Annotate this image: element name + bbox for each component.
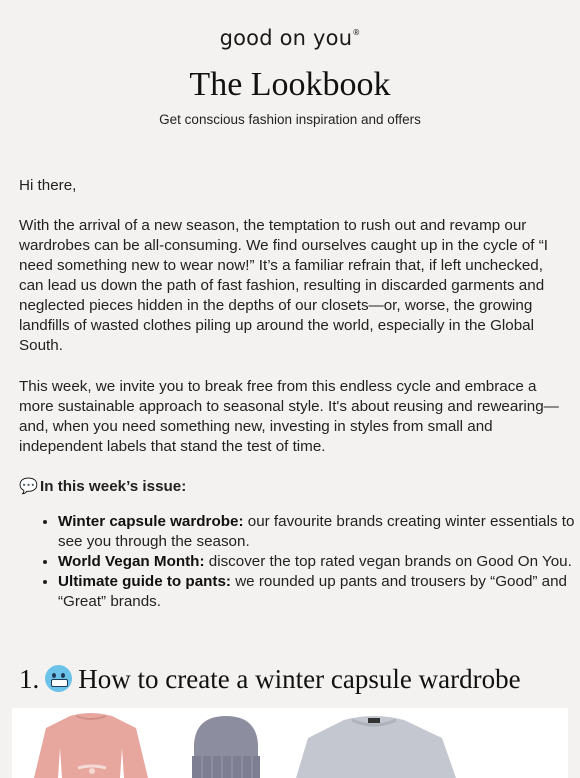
winter-capsule-image[interactable] (12, 708, 568, 778)
beanie-image (192, 716, 260, 778)
issue-heading-text: In this week’s issue: (40, 478, 187, 495)
logo-text: good on you (219, 26, 353, 50)
pink-top-image (34, 713, 148, 778)
registered-mark: ® (352, 28, 361, 37)
page-title: The Lookbook (189, 66, 391, 103)
page-subtitle: Get conscious fashion inspiration and offers (159, 112, 421, 127)
issue-item-text: our favourite brands creating winter essentials to see you through the season. (58, 513, 575, 550)
good-on-you-logo[interactable] (0, 26, 580, 50)
issue-list (39, 512, 578, 612)
issue-item-text: we rounded up pants and trousers by “Good” and “Great” brands. (58, 573, 568, 610)
intro-paragraph-2: This week, we invite you to break free from this endless cycle and embrace a more sustainable approach to seasonal style. It's about reusing and rewearing—and, when you need something new, investing in styles from small and independent labels that stand the test of time. (19, 378, 559, 455)
speech-bubble-icon: 💬 (19, 478, 38, 495)
issue-item-vegan-month[interactable] (58, 552, 578, 572)
issue-item-title: Ultimate guide to pants: (58, 573, 231, 590)
issue-item-pants-guide[interactable] (58, 572, 578, 612)
grey-sweater-image (296, 716, 456, 778)
issue-item-title: Winter capsule wardrobe: (58, 513, 244, 530)
section-title: How to create a winter capsule wardrobe (78, 664, 521, 694)
issue-item-winter-capsule[interactable] (58, 512, 578, 552)
section-heading-winter-capsule (19, 664, 521, 695)
section-number: 1. (19, 664, 40, 694)
issue-item-title: World Vegan Month: (58, 553, 205, 570)
issue-item-text: discover the top rated vegan brands on Good On You. (204, 553, 572, 570)
winter-capsule-illustration (12, 708, 568, 778)
greeting: Hi there, (19, 177, 77, 194)
intro-paragraph-1: With the arrival of a new season, the temptation to rush out and revamp our wardrobes can be all-consuming. We find ourselves caught up in the cycle of “I need something new to wear now!” It’s a familiar refrain that, if left unchecked, can lead us down the path of fast fashion, resulting in discarded garments and neglected pieces hidden in the depths of our closets—or, worse, the growing landfills of wasted clothes piling up around the world, especially in the Global South. (19, 217, 549, 354)
issue-heading (19, 477, 186, 495)
cold-face-icon (45, 665, 72, 692)
